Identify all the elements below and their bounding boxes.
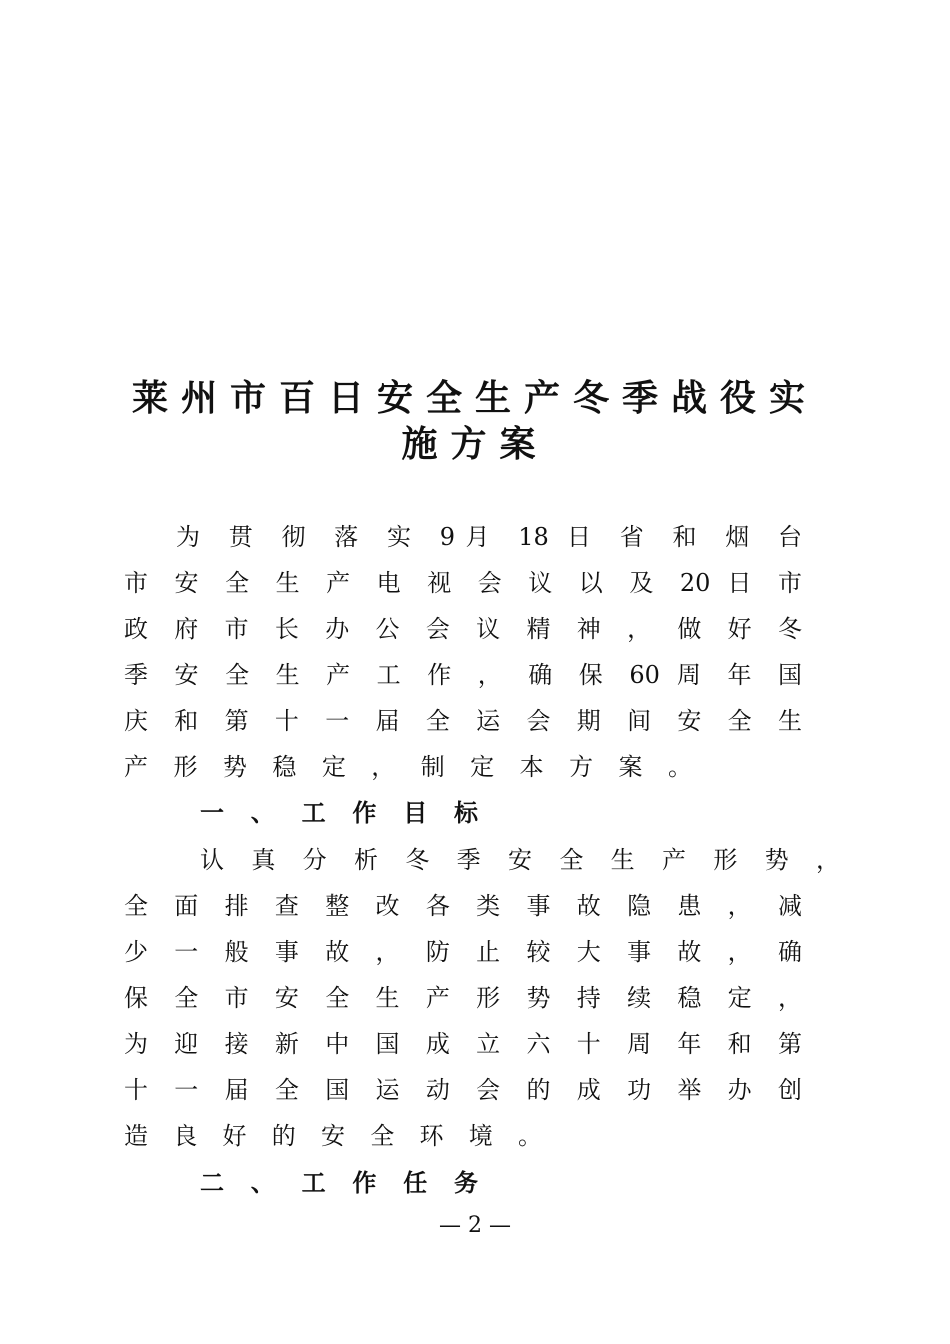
paragraph-line: 政 府 市 长 办 公 会 议 精 神 ， 做 好 冬 <box>124 615 802 643</box>
paragraph-line: 为 迎 接 新 中 国 成 立 六 十 周 年 和 第 <box>124 1030 802 1058</box>
paragraph-line: 认 真 分 析 冬 季 安 全 生 产 形 势 ， <box>200 846 840 874</box>
paragraph-line: 为 贯 彻 落 实 9月 18 日 省 和 烟 台 <box>176 523 802 551</box>
paragraph-line: 季 安 全 生 产 工 作 ， 确 保 60 周 年 国 <box>124 661 802 689</box>
paragraph-line: 保 全 市 安 全 生 产 形 势 持 续 稳 定 ， <box>124 984 802 1012</box>
paragraph-line: 产 形 势 稳 定 ， 制 定 本 方 案 。 <box>124 753 692 781</box>
paragraph-line: 庆 和 第 十 一 届 全 运 会 期 间 安 全 生 <box>124 707 802 735</box>
page-number: — 2 — <box>439 1213 511 1238</box>
paragraph-line: 少 一 般 事 故 ， 防 止 较 大 事 故 ， 确 <box>124 938 802 966</box>
document-title-line-2: 施方案 <box>401 424 549 465</box>
paragraph-line: 造 良 好 的 安 全 环 境 。 <box>124 1122 542 1150</box>
paragraph-line: 十 一 届 全 国 运 动 会 的 成 功 举 办 创 <box>124 1076 802 1104</box>
paragraph-line: 市 安 全 生 产 电 视 会 议 以 及 20 日 市 <box>124 569 802 597</box>
paragraph-line: 全 面 排 查 整 改 各 类 事 故 隐 患 ， 减 <box>124 892 802 920</box>
document-title-line-1: 莱州市百日安全生产冬季战役实 <box>131 378 818 419</box>
section-heading-work-goal: 一 、 工 作 目 标 <box>200 799 478 827</box>
section-heading-work-tasks: 二 、 工 作 任 务 <box>200 1169 478 1197</box>
